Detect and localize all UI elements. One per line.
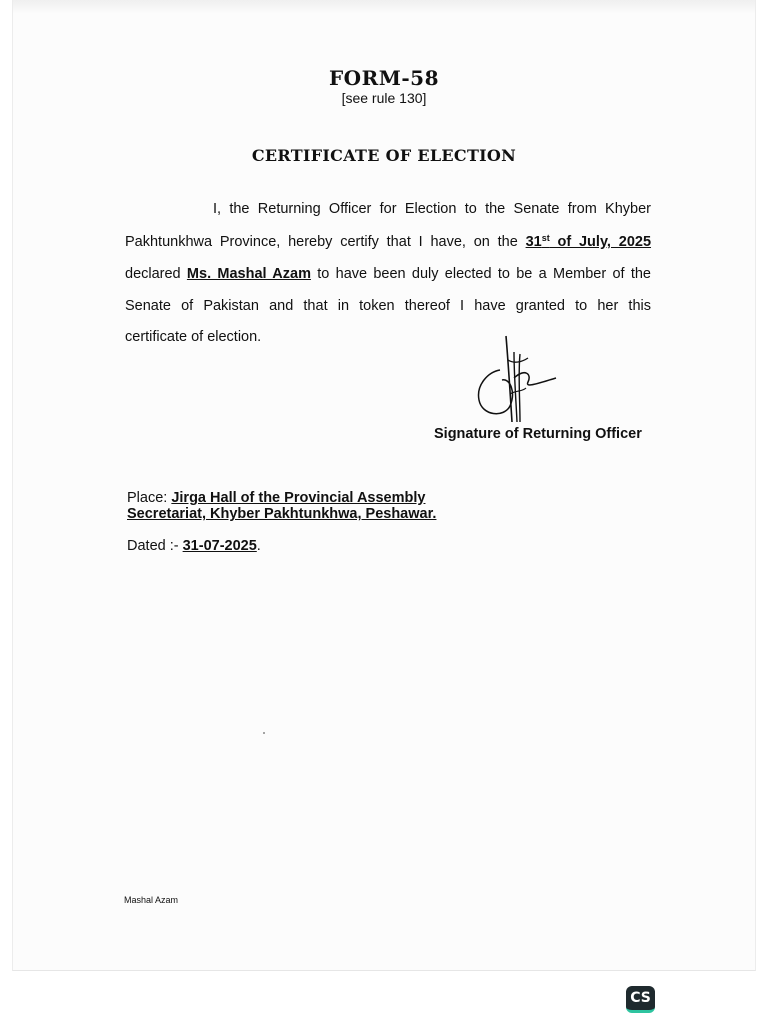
place-value-2: Secretariat, Khyber Pakhtunkhwa, Peshawar. — [127, 506, 437, 522]
camscanner-badge[interactable] — [626, 986, 655, 1013]
body-text-3-pre: declared — [125, 266, 187, 282]
dated-line — [127, 538, 261, 554]
form-title: FORM-58 — [328, 66, 439, 90]
scan-shadow — [13, 0, 755, 14]
body-text-3-post: to have been duly elected to be a Member of the — [310, 266, 651, 282]
election-date-day: 31 — [525, 234, 542, 250]
certificate-heading: CERTIFICATE OF ELECTION — [251, 146, 517, 165]
body-text-1: I, the Returning Officer for Election to the Senate from Khyber — [213, 201, 651, 217]
dated-label: Dated :- — [127, 538, 183, 554]
body-line-5: certificate of election. — [125, 329, 262, 345]
place-line-2 — [127, 506, 436, 522]
footer-name: Mashal Azam — [124, 895, 179, 905]
member-name: Ms. Mashal Azam — [186, 266, 311, 282]
dated-suffix: . — [256, 538, 261, 554]
form-rule-reference: [see rule 130] — [341, 90, 427, 106]
election-date-suffix: st — [541, 233, 550, 243]
body-line-3 — [125, 266, 651, 282]
body-line-4: Senate of Pakistan and that in token thereof I have granted to her this — [125, 298, 651, 314]
signature-label: Signature of Returning Officer — [434, 426, 642, 442]
election-date — [526, 234, 651, 250]
place-label: Place: — [127, 490, 172, 506]
camscanner-badge-text: CS — [630, 990, 651, 1006]
scan-speck — [263, 732, 265, 734]
body-line-2 — [125, 234, 651, 250]
dated-value: 31-07-2025 — [182, 538, 257, 554]
place-value-1: Jirga Hall of the Provincial Assembly — [171, 490, 426, 506]
place-line-1 — [127, 490, 425, 506]
returning-officer-signature — [470, 330, 565, 425]
body-line-1 — [213, 201, 651, 217]
election-date-rest: of July, 2025 — [549, 234, 652, 250]
body-text-2: Pakhtunkhwa Province, hereby certify that I have, on the — [125, 234, 526, 250]
